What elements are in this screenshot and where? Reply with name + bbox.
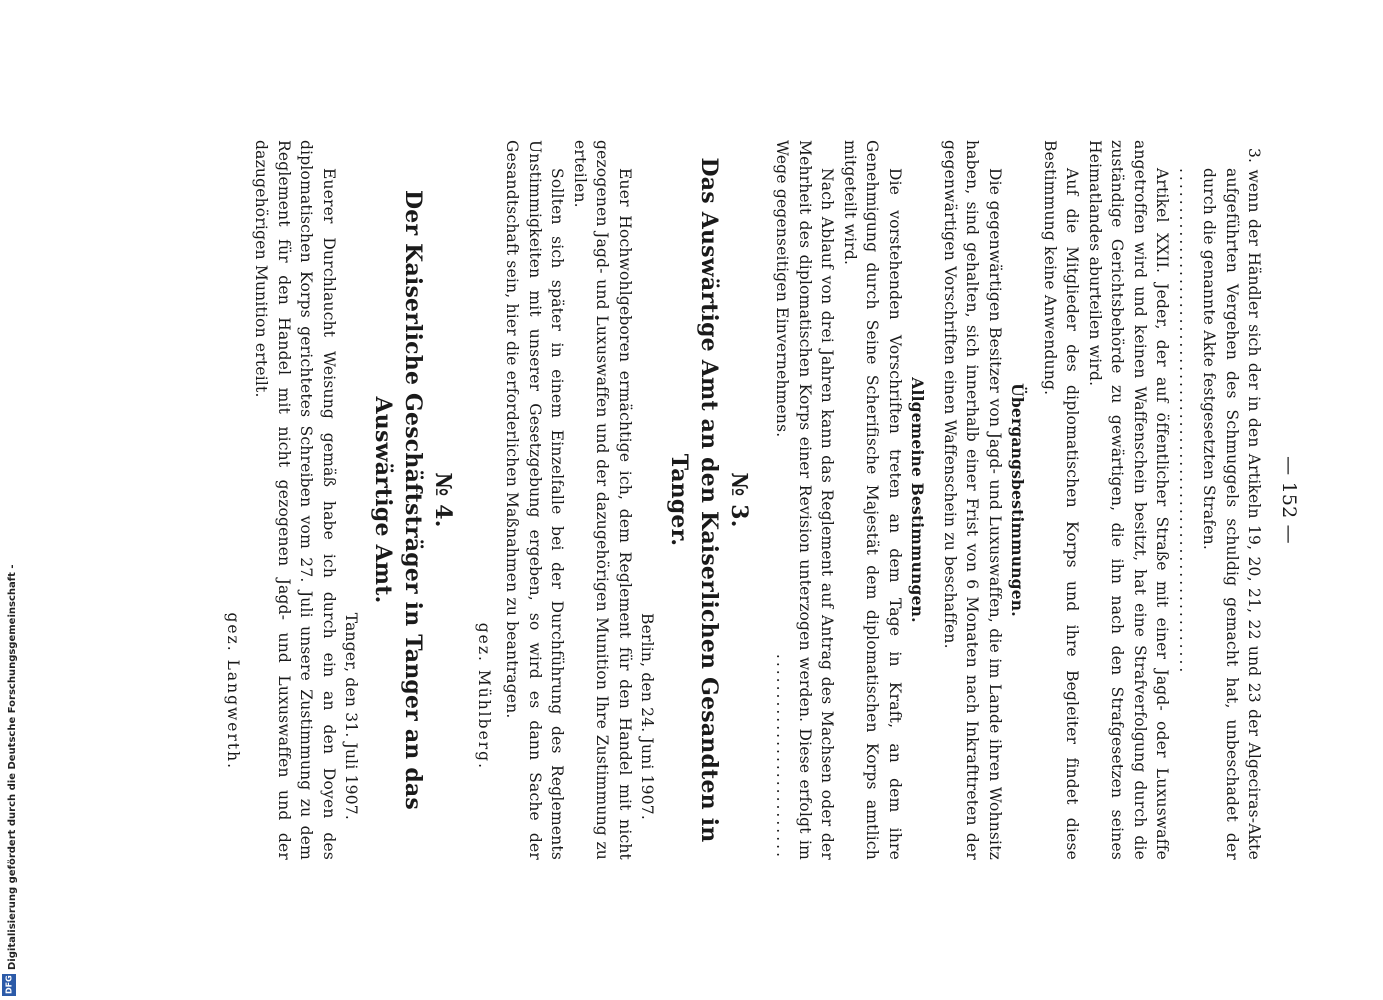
document-3-title: Das Auswärtige Amt an den Kaiserlichen Gesandten in Tanger. — [666, 157, 723, 843]
document-4-title: Der Kaiserliche Geschäftsträger in Tanger an das Auswärtige Amt. — [370, 190, 427, 810]
transition-text: Die gegenwärtigen Besitzer von Jagd- und Luxuswaffen, die im Lande ihren Wohnsitz haben, sind gehalten, sich innerhalb einer Frist von 6 Monaten nach Inkrafttreten der gegenwärtigen Vorschriften einen Waffenschein zu beschaffen. — [941, 140, 1004, 860]
document-3-signature: gez. Mühlberg. — [475, 622, 493, 770]
page-content — [180, 140, 1300, 860]
digitization-credit: Digitalisierung gefördert durch die Deutsche Forschungsgemeinschaft - — [7, 564, 18, 970]
document-3-text-2: Sollten sich später in einem Einzelfalle bei der Durchführung des Reglements Unstimmigkeiten mit unserer Gesetzgebung ergeben, so wird es dann Sache der Gesandtschaft sein, hier die erforderlichen Maßnahmen zu beantragen. — [503, 140, 567, 860]
dfg-logo: DFG — [2, 974, 16, 996]
transition-heading: Übergangsbestimmungen. — [1008, 383, 1028, 617]
document-4-date: Tanger, den 31. Juli 1907. — [342, 612, 361, 820]
document-number-4: № 4. — [430, 472, 457, 528]
general-heading: Allgemeine Bestimmungen. — [908, 377, 928, 623]
item-3: 3. wenn der Händler sich der in den Artikeln 19, 20, 21, 22 und 23 der Algeciras-Akte aufgeführten Vergehen des Schmuggels schuldig gemacht hat, unbeschadet der durch die genannte Akte festgesetzten Strafen. — [1200, 148, 1264, 860]
general-text-2: Nach Ablauf von drei Jahren kann das Reglement auf Antrag des Machsen oder der Mehrheit des diplomatischen Korps einer Revision unterzogen werden. Diese erfolgt im Wege gegenseitigen Einvernehmens. — [773, 140, 837, 860]
ellipsis-line: ................................................................ — [1176, 168, 1194, 676]
page-number: — 152 — — [1278, 456, 1300, 544]
ellipsis-line-2: .......................... — [773, 653, 791, 860]
general-text-1: Die vorstehenden Vorschriften treten an dem Tage in Kraft, an dem ihre Genehmigung durch Seine Scherifische Majestät dem diplomatischen Korps amtlich mitgeteilt wird. — [841, 140, 904, 860]
document-4-signature: gez. Langwerth. — [224, 612, 242, 770]
document-4-text: Euerer Durchlaucht Weisung gemäß habe ich durch ein an den Doyen des diplomatischen Korps gerichtetes Schreiben vom 27. Juli unsere Zustimmung zu dem Reglement für den Handel mit nicht gezogenen Jagd- und Luxuswaffen und der dazugehörigen Munition erteilt. — [252, 140, 338, 860]
document-number-3: № 3. — [726, 472, 753, 528]
document-3-text-1: Euer Hochwohlgeboren ermächtige ich, dem Reglement für den Handel mit nicht gezogenen Jagd- und Luxuswaffen und der dazugehörigen Munition Ihre Zustimmung zu erteilen. — [571, 140, 634, 860]
scanned-page — [180, 140, 1300, 860]
digitization-strip — [0, 0, 18, 1000]
members-clause: Auf die Mitglieder des diplomatischen Korps und ihre Begleiter findet diese Bestimmung keine Anwendung. — [1041, 140, 1082, 860]
article-22: Artikel XXII. Jeder, der auf öffentlicher Straße mit einer Jagd- oder Luxuswaffe angetroffen wird und keinen Waffenschein besitzt, hat eine Strafverfolgung durch die zuständige Gerichtsbehörde zu gewärtigen, die ihn nach den Strafgesetzen seines Heimatlandes aburteilen wird. — [1086, 140, 1172, 860]
document-3-date: Berlin, den 24. Juni 1907. — [638, 613, 657, 820]
